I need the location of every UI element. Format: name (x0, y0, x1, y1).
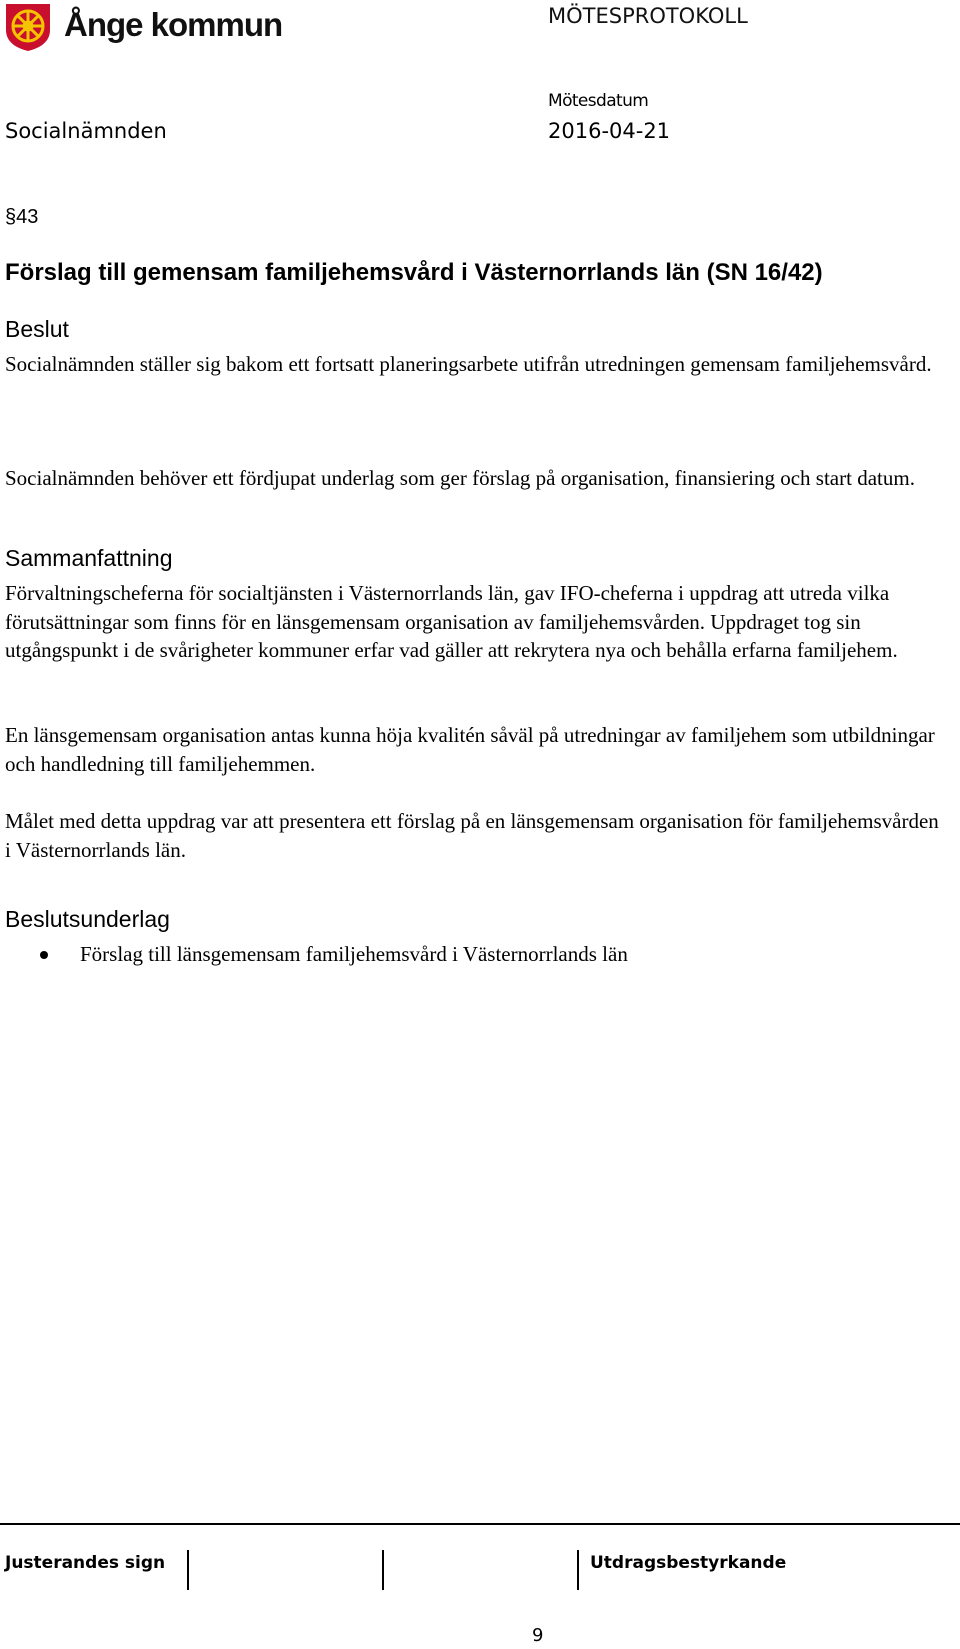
committee-name: Socialnämnden (5, 119, 167, 143)
signature-field-divider (577, 1550, 579, 1590)
certification-label: Utdragsbestyrkande (590, 1553, 787, 1573)
decision-paragraph: Socialnämnden ställer sig bakom ett fortsatt planeringsarbete utifrån utredningen gemensam familjehemsvård. (5, 352, 932, 376)
meeting-date: 2016-04-21 (548, 119, 671, 143)
meeting-date-label: Mötesdatum (548, 91, 649, 111)
basis-heading: Beslutsunderlag (5, 906, 170, 932)
summary-paragraph: En länsgemensam organisation antas kunna höja kvalitén såväl på utredningar av familjehem som utbildningar och handledning till familjehemmen. (5, 723, 935, 776)
signature-label: Justerandes sign (5, 1553, 166, 1573)
decision-paragraph: Socialnämnden behöver ett fördjupat underlag som ger förslag på organisation, finansiering och start datum. (5, 466, 915, 490)
signature-field-divider (382, 1550, 384, 1590)
page-number: 9 (532, 1625, 544, 1646)
section-number: §43 (5, 206, 39, 228)
footer-divider (0, 1523, 960, 1525)
page-title: Förslag till gemensam familjehemsvård i Västernorrlands län (SN 16/42) (5, 259, 823, 286)
list-item-text: Förslag till länsgemensam familjehemsvård i Västernorrlands län (80, 942, 628, 966)
signature-field-divider (187, 1550, 189, 1590)
coat-of-arms-icon (4, 2, 52, 52)
bullet-icon (40, 951, 48, 959)
municipality-logo (4, 2, 283, 54)
logo-text: Ånge kommun (64, 6, 283, 43)
decision-heading: Beslut (5, 316, 69, 342)
summary-heading: Sammanfattning (5, 545, 173, 571)
summary-paragraph: Förvaltningscheferna för socialtjänsten i Västernorrlands län, gav IFO-cheferna i uppdrag att utreda vilka förutsättningar som finns för en länsgemensam organisation av familjehemsvården. Uppdraget tog sin utgångspunkt i de svårigheter kommuner erfar vad gäller att rekrytera nya och behålla erfarna familjehem. (5, 581, 898, 662)
summary-paragraph: Målet med detta uppdrag var att presentera ett förslag på en länsgemensam organisation för familjehemsvården i Västernorrlands län. (5, 809, 939, 862)
document-type: MÖTESPROTOKOLL (548, 4, 748, 28)
list-item (40, 942, 628, 967)
